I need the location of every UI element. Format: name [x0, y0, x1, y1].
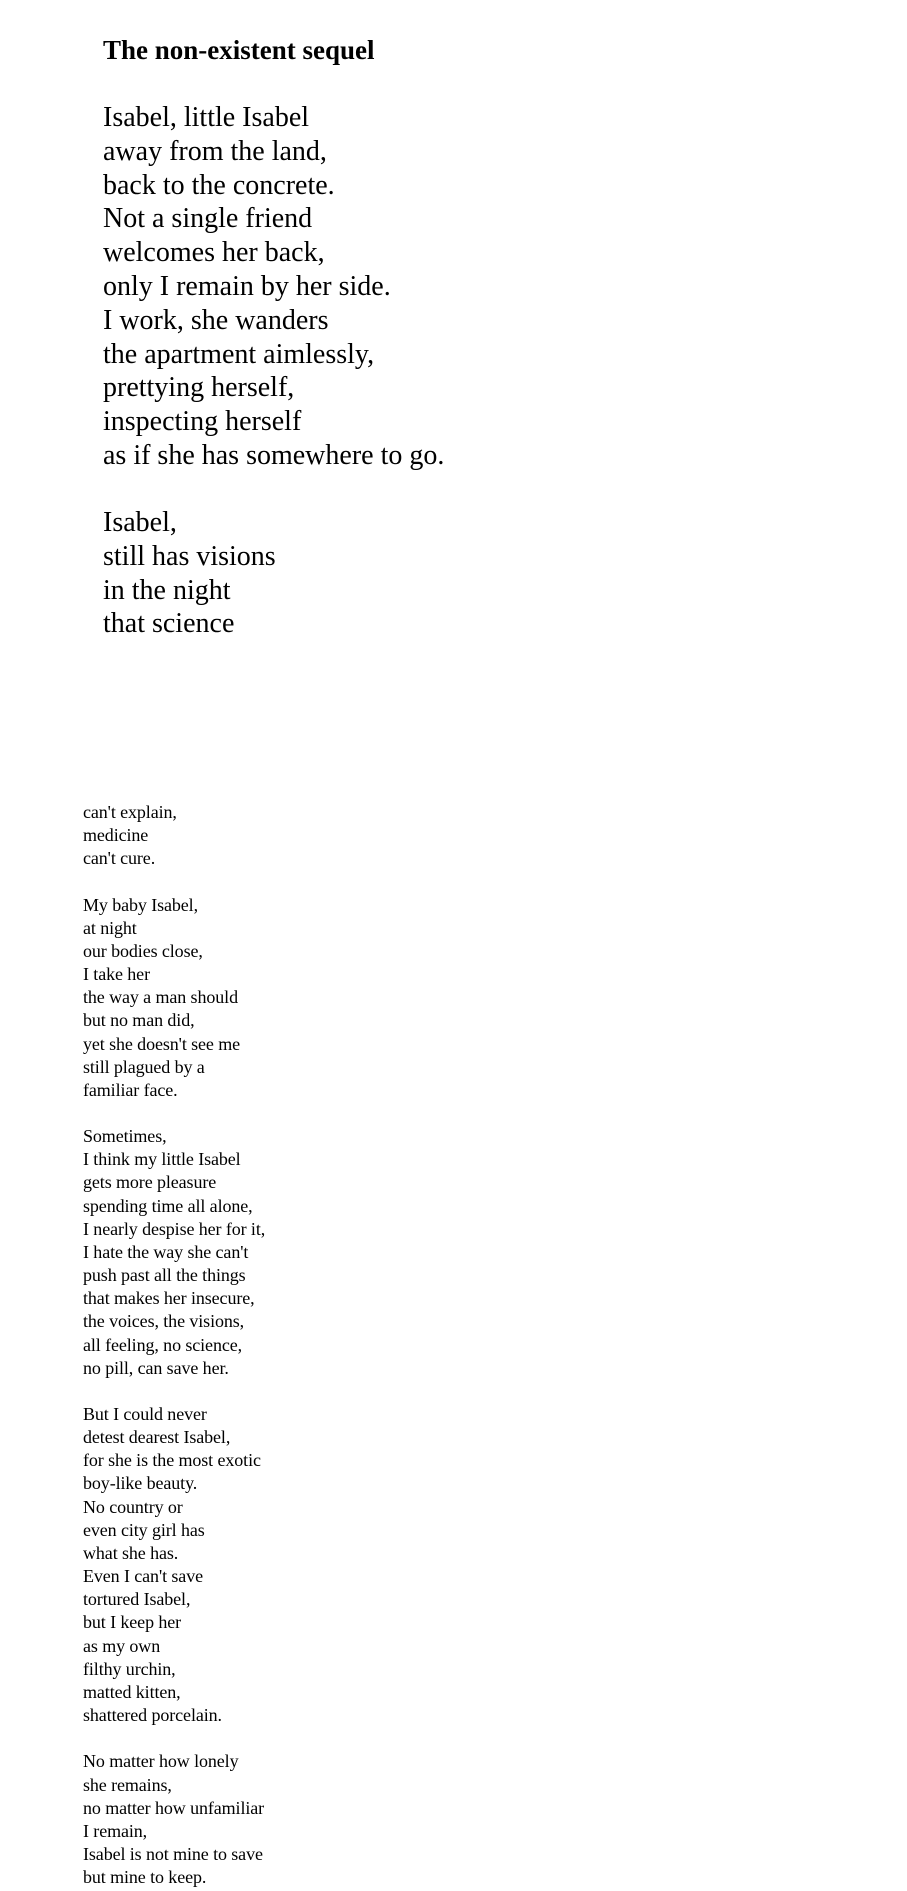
poem-line: prettying herself, — [103, 372, 295, 404]
poem-line: I take her — [83, 964, 150, 985]
poem-line: push past all the things — [83, 1265, 246, 1286]
poem-line: boy-like beauty. — [83, 1473, 198, 1494]
poem-line: spending time all alone, — [83, 1195, 253, 1216]
stanza-break — [83, 870, 265, 893]
stanza-4 — [83, 894, 265, 1102]
poem-line: in the night — [103, 574, 231, 606]
poem-title: The non-existent sequel — [103, 35, 375, 65]
poem-line: matted kitten, — [83, 1681, 181, 1702]
stanza-1 — [103, 101, 444, 473]
poem-line: as if she has somewhere to go. — [103, 439, 445, 471]
poem-line: all feeling, no science, — [83, 1334, 243, 1355]
poem-line: medicine — [83, 825, 149, 846]
poem-line: No matter how lonely — [83, 1751, 239, 1772]
poem-continuation — [83, 801, 265, 1889]
poem-line: I work, she wanders — [103, 304, 329, 336]
poem-line: at night — [83, 917, 137, 938]
poem-line: still has visions — [103, 540, 276, 572]
poem-line: I nearly despise her for it, — [83, 1218, 266, 1239]
poem-line: the voices, the visions, — [83, 1311, 245, 1332]
poem-line: detest dearest Isabel, — [83, 1427, 231, 1448]
poem-line: gets more pleasure — [83, 1172, 217, 1193]
poem-line: Isabel, little Isabel — [103, 102, 310, 133]
poem-line: Isabel, — [103, 507, 177, 538]
poem-line: familiar face. — [83, 1079, 178, 1100]
poem-line: yet she doesn't see me — [83, 1033, 240, 1054]
poem-line: can't cure. — [83, 848, 156, 869]
poem-line: what she has. — [83, 1542, 179, 1563]
poem-line: that science — [103, 608, 235, 640]
poem-line: still plagued by a — [83, 1056, 205, 1077]
poem-line: away from the land, — [103, 135, 327, 167]
poem-line: I hate the way she can't — [83, 1241, 249, 1262]
stanza-7 — [83, 1750, 265, 1889]
poem-line: Sometimes, — [83, 1126, 167, 1147]
poem-line: shattered porcelain. — [83, 1705, 222, 1726]
poem-line: inspecting herself — [103, 406, 302, 438]
poem-line: Not a single friend — [103, 203, 313, 235]
poem-line: filthy urchin, — [83, 1658, 176, 1679]
poem-line: welcomes her back, — [103, 237, 325, 269]
poem-line: the way a man should — [83, 987, 238, 1008]
stanza-break — [83, 1102, 265, 1125]
poem-line: No country or — [83, 1496, 183, 1517]
poem-line: no pill, can save her. — [83, 1357, 229, 1378]
poem-line: but mine to keep. — [83, 1867, 207, 1888]
poem-line: no matter how unfamiliar — [83, 1797, 265, 1818]
poem-line: but no man did, — [83, 1010, 195, 1031]
poem-line: that makes her insecure, — [83, 1288, 255, 1309]
poem-line: but I keep her — [83, 1612, 182, 1633]
poem-line: even city girl has — [83, 1519, 205, 1540]
stanza-6 — [83, 1403, 265, 1727]
poem-line: My baby Isabel, — [83, 894, 198, 915]
stanza-break — [83, 1727, 265, 1750]
poem-line: only I remain by her side. — [103, 270, 391, 302]
stanza-3 — [83, 801, 265, 870]
poem-line: tortured Isabel, — [83, 1589, 191, 1610]
poem-line: as my own — [83, 1635, 161, 1656]
stanza-break — [83, 1380, 265, 1403]
poem-line: the apartment aimlessly, — [103, 338, 375, 370]
stanza-5 — [83, 1125, 265, 1380]
poem-line: I think my little Isabel — [83, 1149, 241, 1170]
poem-line: back to the concrete. — [103, 169, 335, 201]
poem-line: for she is the most exotic — [83, 1450, 261, 1471]
poem-line: she remains, — [83, 1774, 172, 1795]
poem-line: can't explain, — [83, 802, 177, 822]
poem-line: our bodies close, — [83, 940, 203, 961]
poem-line: Isabel is not mine to save — [83, 1843, 263, 1864]
stanza-2 — [103, 506, 276, 641]
poem-line: Even I can't save — [83, 1566, 203, 1587]
poem-line: But I could never — [83, 1404, 207, 1425]
poem-line: I remain, — [83, 1820, 148, 1841]
